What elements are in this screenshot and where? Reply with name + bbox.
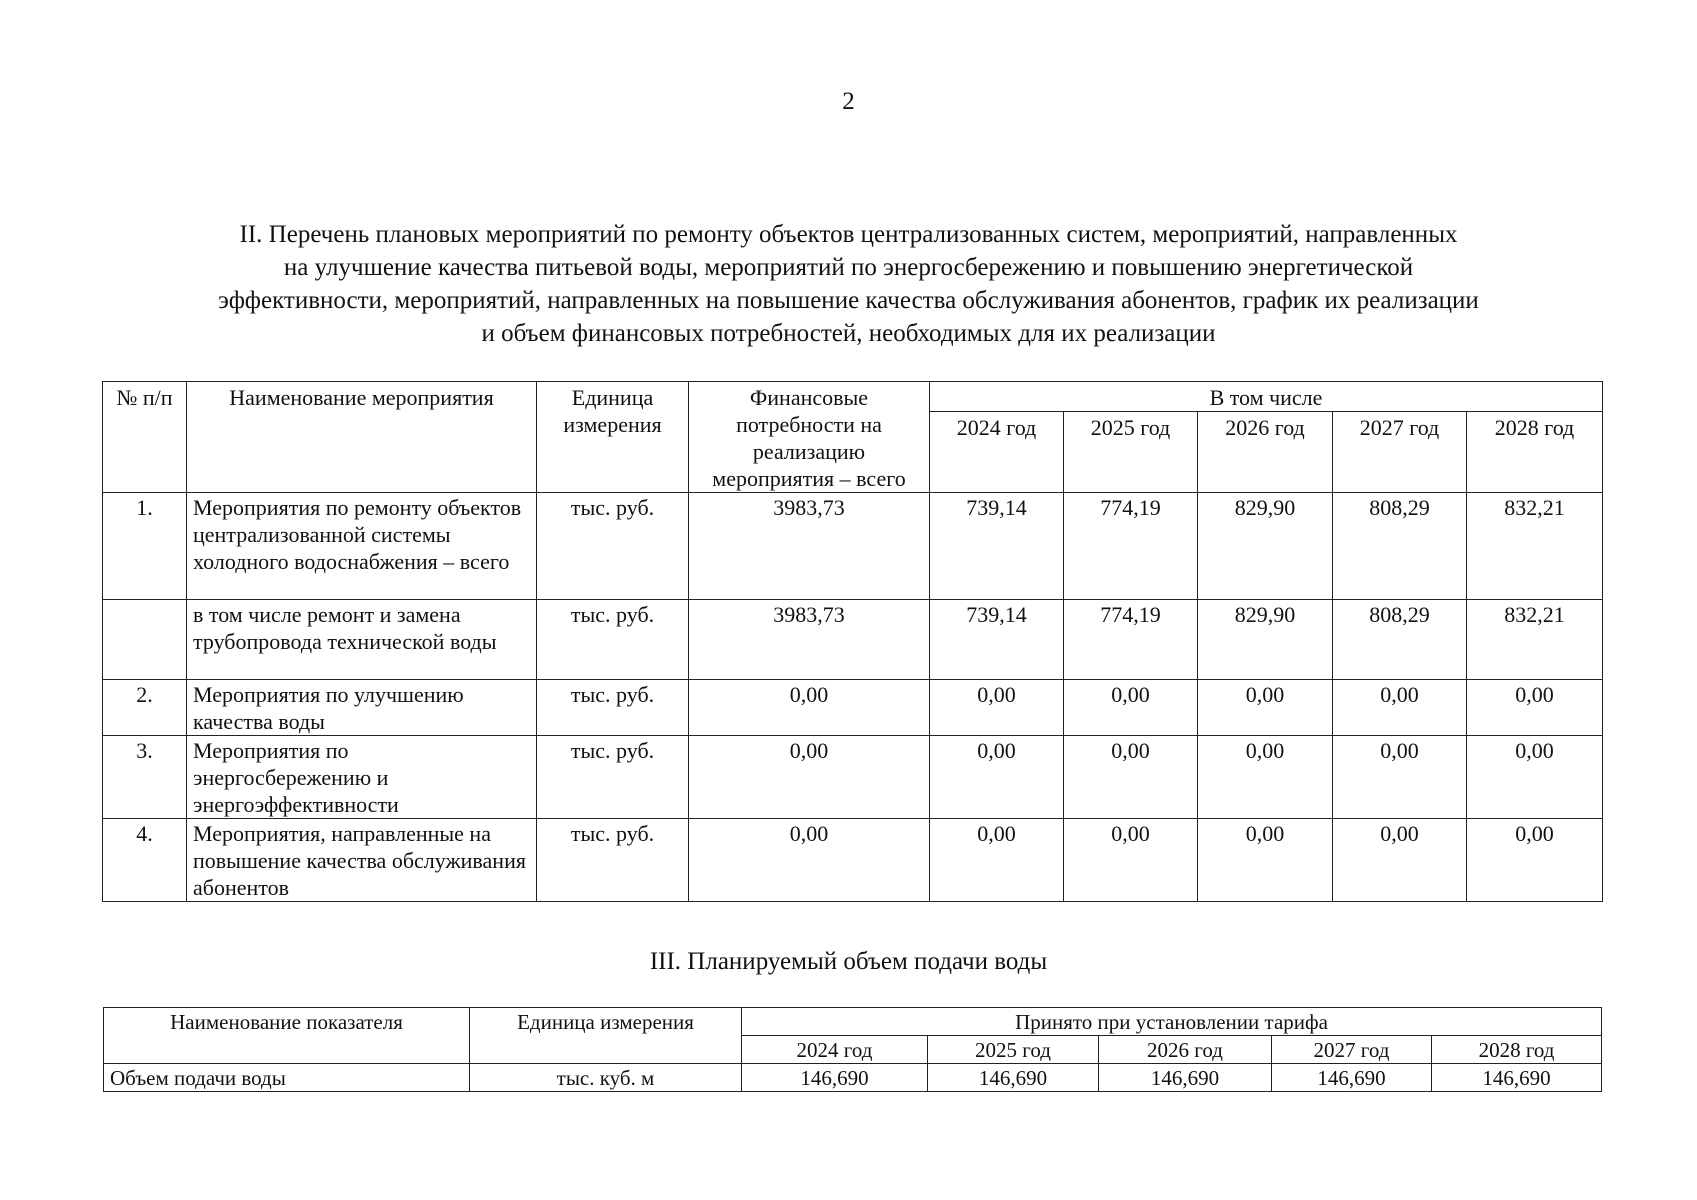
row-year-value: 146,690: [742, 1064, 928, 1092]
section-2-title-line: эффективности, мероприятий, направленных на повышение качества обслуживания абонентов, график их реализации: [218, 287, 1479, 314]
row-year-value: 0,00: [1333, 819, 1467, 902]
header-finance-total: Финансовые потребности на реализацию мероприятия – всего: [689, 382, 930, 493]
table-row: [103, 493, 1603, 600]
row-name: Мероприятия по ремонту объектов централизованной системы холодного водоснабжения – всего: [187, 493, 537, 600]
row-indicator: Объем подачи воды: [104, 1064, 470, 1092]
row-num: 2.: [103, 680, 187, 736]
header-year: 2028 год: [1432, 1036, 1602, 1064]
table-row: [103, 600, 1603, 680]
section-2-title-line: на улучшение качества питьевой воды, мероприятий по энергосбережению и повышению энергетической: [283, 254, 1414, 281]
row-year-value: 832,21: [1467, 600, 1603, 680]
water-table-header-row: [104, 1008, 1602, 1036]
section-2-title: [0, 218, 1697, 350]
header-including: В том числе: [930, 382, 1603, 412]
table-row: [104, 1064, 1602, 1092]
table-row: [103, 736, 1603, 819]
row-unit: тыс. руб.: [537, 493, 689, 600]
row-year-value: 0,00: [1333, 680, 1467, 736]
row-year-value: 0,00: [1064, 736, 1198, 819]
row-unit: тыс. куб. м: [470, 1064, 742, 1092]
header-name: Наименование мероприятия: [187, 382, 537, 493]
row-year-value: 739,14: [930, 600, 1064, 680]
row-unit: тыс. руб.: [537, 600, 689, 680]
row-year-value: 0,00: [1198, 819, 1333, 902]
table-row: [103, 680, 1603, 736]
row-year-value: 146,690: [1272, 1064, 1432, 1092]
row-unit: тыс. руб.: [537, 736, 689, 819]
row-num: 4.: [103, 819, 187, 902]
row-year-value: 0,00: [930, 819, 1064, 902]
water-supply-table: [103, 1007, 1602, 1092]
row-name: в том числе ремонт и замена трубопровода технической воды: [187, 600, 537, 680]
row-year-value: 0,00: [1467, 819, 1603, 902]
row-unit: тыс. руб.: [537, 819, 689, 902]
section-3-title-text: III. Планируемый объем подачи воды: [649, 948, 1048, 975]
header-year: 2024 год: [742, 1036, 928, 1064]
row-unit: тыс. руб.: [537, 680, 689, 736]
row-year-value: 0,00: [1064, 819, 1198, 902]
row-total: 0,00: [689, 680, 930, 736]
header-unit: Единица измерения: [470, 1008, 742, 1064]
row-total: 3983,73: [689, 493, 930, 600]
page-number: 2: [842, 88, 855, 115]
row-year-value: 829,90: [1198, 493, 1333, 600]
row-year-value: 808,29: [1333, 600, 1467, 680]
measures-table-header-row: [103, 382, 1603, 412]
row-num: 1.: [103, 493, 187, 600]
row-year-value: 832,21: [1467, 493, 1603, 600]
row-year-value: 0,00: [1333, 736, 1467, 819]
header-year: 2027 год: [1272, 1036, 1432, 1064]
measures-table: [102, 381, 1603, 902]
header-year: 2027 год: [1333, 412, 1467, 493]
row-total: 3983,73: [689, 600, 930, 680]
header-year: 2026 год: [1099, 1036, 1272, 1064]
row-name: Мероприятия, направленные на повышение качества обслуживания абонентов: [187, 819, 537, 902]
table-row: [103, 819, 1603, 902]
section-2-title-line: II. Перечень плановых мероприятий по ремонту объектов централизованных систем, мероприятий, направленных: [239, 221, 1458, 248]
header-indicator: Наименование показателя: [104, 1008, 470, 1064]
header-year: 2025 год: [928, 1036, 1099, 1064]
header-year: 2025 год: [1064, 412, 1198, 493]
row-year-value: 0,00: [1198, 736, 1333, 819]
row-num: [103, 600, 187, 680]
row-year-value: 0,00: [930, 736, 1064, 819]
row-total: 0,00: [689, 819, 930, 902]
row-year-value: 808,29: [1333, 493, 1467, 600]
row-num: 3.: [103, 736, 187, 819]
section-3-title: [0, 945, 1697, 978]
row-year-value: 774,19: [1064, 493, 1198, 600]
row-year-value: 146,690: [1099, 1064, 1272, 1092]
row-name: Мероприятия по улучшению качества воды: [187, 680, 537, 736]
row-year-value: 829,90: [1198, 600, 1333, 680]
section-2-title-line: и объем финансовых потребностей, необходимых для их реализации: [481, 320, 1216, 347]
row-year-value: 0,00: [1064, 680, 1198, 736]
header-year: 2028 год: [1467, 412, 1603, 493]
row-year-value: 146,690: [928, 1064, 1099, 1092]
row-year-value: 0,00: [1467, 736, 1603, 819]
row-year-value: 739,14: [930, 493, 1064, 600]
header-year: 2026 год: [1198, 412, 1333, 493]
header-num: № п/п: [103, 382, 187, 493]
row-year-value: 774,19: [1064, 600, 1198, 680]
row-year-value: 0,00: [1467, 680, 1603, 736]
row-year-value: 0,00: [1198, 680, 1333, 736]
header-unit: Единица измерения: [537, 382, 689, 493]
row-total: 0,00: [689, 736, 930, 819]
row-year-value: 0,00: [930, 680, 1064, 736]
header-accepted: Принято при установлении тарифа: [742, 1008, 1602, 1036]
row-year-value: 146,690: [1432, 1064, 1602, 1092]
row-name: Мероприятия по энергосбережению и энергоэффективности: [187, 736, 537, 819]
header-year: 2024 год: [930, 412, 1064, 493]
